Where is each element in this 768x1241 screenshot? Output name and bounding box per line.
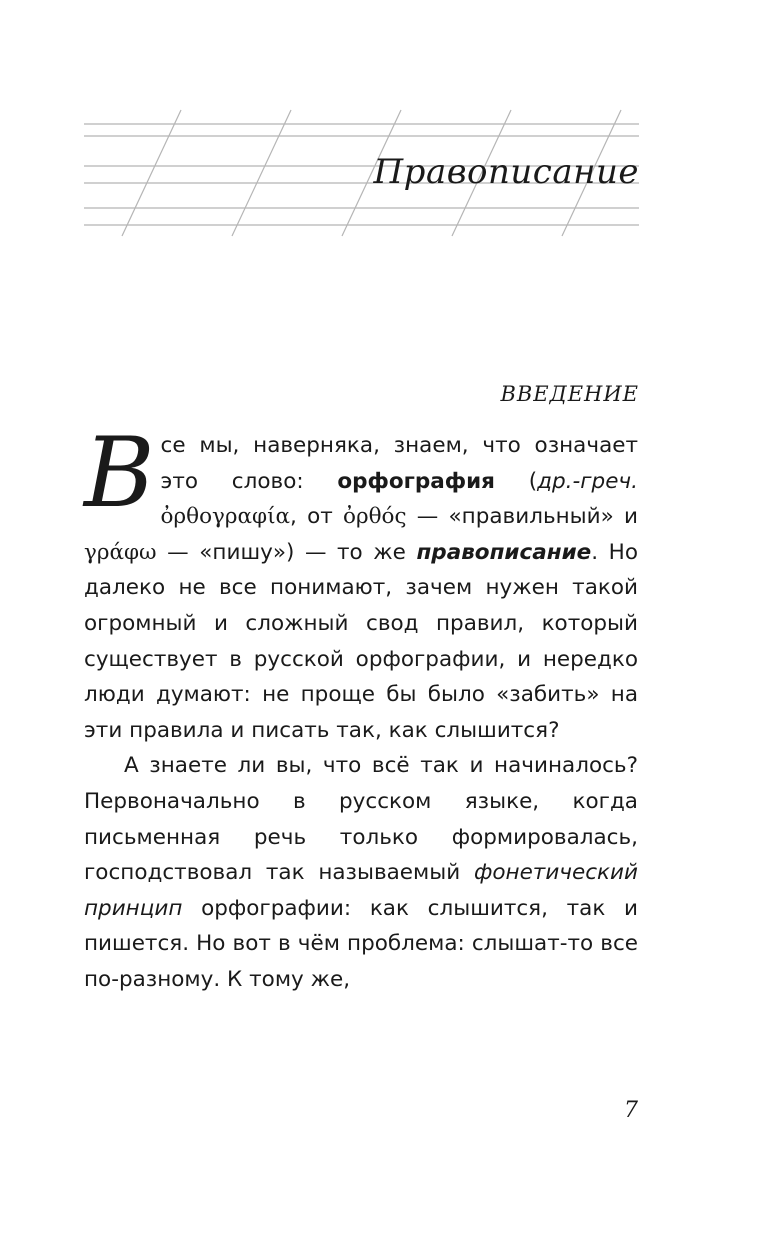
greek-word: ὀρθογραφία: [160, 504, 291, 530]
chapter-header: [84, 108, 639, 238]
paragraph-text: орфографии: как слышится, так и пишется. Но вот в чём проблема: слышат-то все по-разному. К тому же,: [84, 895, 638, 992]
drop-cap: В: [84, 417, 155, 529]
paragraph-1: [84, 417, 638, 748]
greek-word: γράφω: [84, 539, 157, 565]
paragraph-text: се мы, наверняка, знаем, что означает это слово:: [160, 433, 638, 494]
bold-term: орфография: [337, 468, 495, 494]
page-number: 7: [624, 1098, 638, 1123]
italic-abbreviation: др.-греч.: [537, 468, 638, 494]
bold-italic-term: правописание: [416, 539, 592, 565]
paragraph-text: — «пишу») — то же: [156, 539, 417, 565]
paragraph-text: — «правильный» и: [406, 504, 638, 530]
paragraph-text: , от: [290, 504, 344, 530]
paragraph-text: А знаете ли вы, что всё так и начиналось? Первоначально в русском языке, когда письменная речь только формировалась, господствовал так называемый: [84, 753, 638, 886]
body-text: [84, 417, 638, 998]
greek-word: ὀρθός: [343, 504, 407, 530]
section-title: ВВЕДЕНИЕ: [500, 382, 639, 406]
paragraph-2: [84, 748, 638, 997]
paragraph-text: (: [494, 468, 538, 494]
italic-term: фонетический принцип: [84, 860, 638, 921]
chapter-title: Правописание: [373, 152, 639, 192]
paragraph-text: . Но далеко не все понимают, зачем нужен такой огромный и сложный свод правил, который существует в русской орфографии, и нередко люди думают: не проще бы было «забить» на эти правила и писать так, как слышится?: [84, 539, 638, 743]
